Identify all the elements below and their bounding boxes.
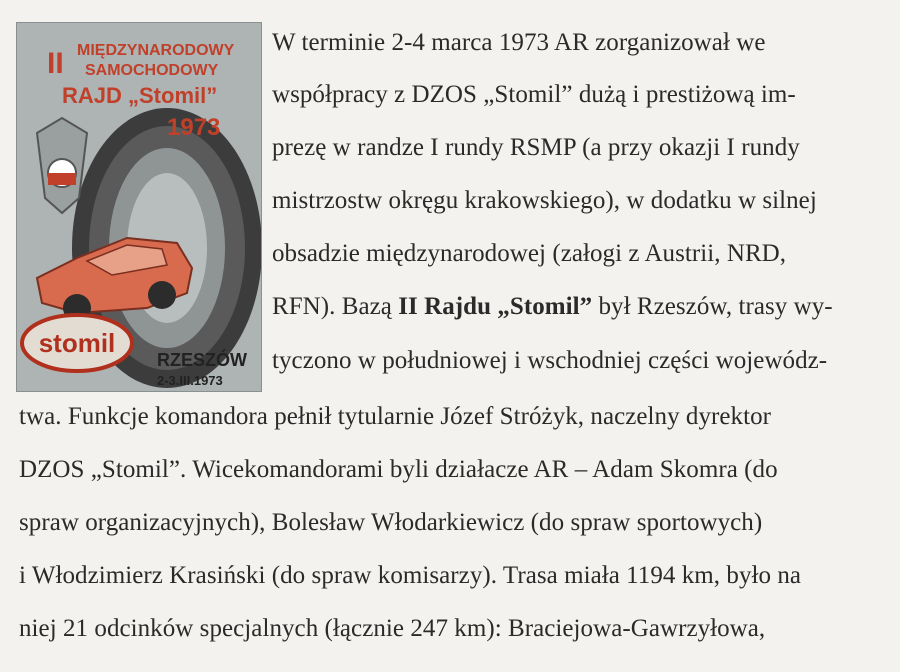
stomil-logo xyxy=(22,315,132,371)
text-line: mistrzostw okręgu krakowskiego), w dodatku w silnej xyxy=(272,187,817,214)
text-segment: RFN). Bazą xyxy=(272,293,399,320)
poster-place: RZESZÓW xyxy=(157,350,247,370)
poster-line-2: SAMOCHODOWY xyxy=(85,62,219,79)
poster-rally-name: RAJD „Stomil” xyxy=(62,83,218,108)
text-line: współpracy z DZOS „Stomil” dużą i prestiżową im- xyxy=(272,81,796,108)
text-line: i Włodzimierz Krasiński (do spraw komisarzy). Trasa miała 1194 km, było na xyxy=(19,562,802,589)
poster-date: 2-3.III.1973 xyxy=(157,373,223,388)
text-line xyxy=(272,292,833,322)
text-line: DZOS „Stomil”. Wicekomandorami byli działacze AR – Adam Skomra (do xyxy=(19,456,778,483)
poster-roman-numeral: II xyxy=(47,47,64,80)
rally-poster-image xyxy=(16,22,262,392)
text-line: tyczono w południowej i wschodniej części wojewódz- xyxy=(272,347,828,374)
text-line: W terminie 2-4 marca 1973 AR zorganizował we xyxy=(272,29,766,56)
text-line: spraw organizacyjnych), Bolesław Włodarkiewicz (do spraw sportowych) xyxy=(19,509,763,536)
poster-illustration xyxy=(17,23,261,391)
club-emblem xyxy=(37,118,87,213)
text-line: prezę w randze I rundy RSMP (a przy okazji I rundy xyxy=(272,134,800,161)
poster-year: 1973 xyxy=(167,114,221,141)
poster-line-1: MIĘDZYNARODOWY xyxy=(77,42,235,59)
text-segment: był Rzeszów, trasy wy- xyxy=(592,293,833,320)
text-line: niej 21 odcinków specjalnych (łącznie 247 km): Braciejowa-Gawrzyłowa, xyxy=(19,615,766,642)
text-line: obsadzie międzynarodowej (załogi z Austrii, NRD, xyxy=(272,240,787,267)
rally-name-bold: II Rajdu „Stomil” xyxy=(398,293,593,320)
text-line: twa. Funkcje komandora pełnił tytularnie Józef Stróżyk, naczelny dyrektor xyxy=(19,403,772,430)
svg-text:stomil: stomil xyxy=(38,328,116,358)
